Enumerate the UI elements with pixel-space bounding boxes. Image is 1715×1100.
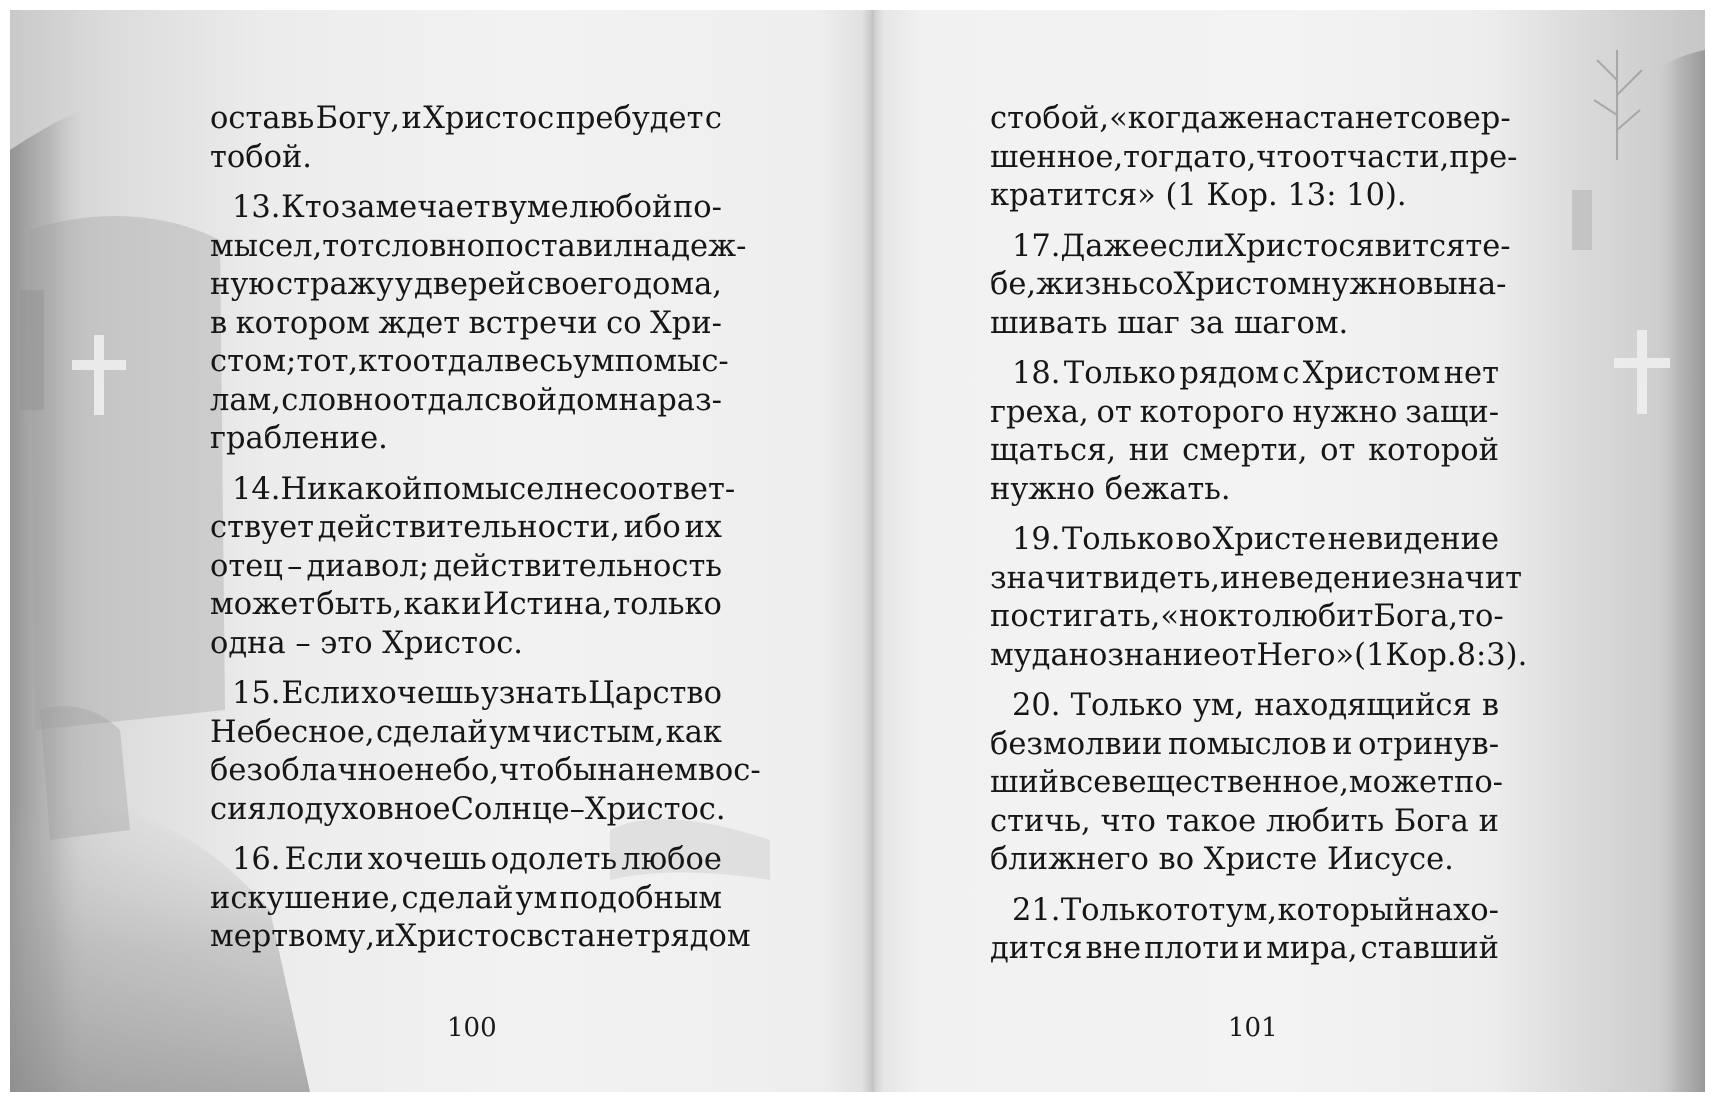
text-line: нужно бежать. [990, 471, 1231, 507]
paragraph-gap [990, 675, 1499, 687]
text-line: ближнего во Христе Иисусе. [990, 842, 1454, 877]
text-line: ную стражу у дверей своего дома, [210, 267, 722, 302]
text-line: 19. Только во Христе невидение [1012, 522, 1499, 557]
text-line: грабление. [210, 421, 388, 456]
page-number-left: 100 [447, 1013, 497, 1043]
text-line: безмолвии помыслов и отринув- [990, 726, 1499, 762]
paragraph-gap [210, 177, 722, 189]
paragraph-gap [990, 509, 1499, 521]
text-line: щаться, ни смерти, от которой [990, 433, 1499, 468]
right-page [872, 10, 1705, 1092]
left-page [10, 10, 872, 1092]
text-line: оставь Богу, и Христос пребудет с [210, 101, 722, 136]
book-gutter [862, 10, 884, 1092]
text-line: му дано знание от Него» (1 Кор. 8: 3). [990, 637, 1528, 673]
right-page-text [990, 100, 1528, 969]
text-line: мысел, тот словно поставил надеж- [210, 228, 747, 264]
text-line: 18. Только рядом с Христом нет [1012, 356, 1499, 391]
text-line: дится вне плоти и мира, ставший [990, 931, 1499, 966]
text-line: в котором ждет встречи со Хри- [210, 305, 722, 341]
text-line: 16. Если хочешь одолеть любое [232, 842, 722, 877]
text-line: стом; тот, кто отдал весь ум помыс- [210, 344, 729, 379]
text-line: мертвому, и Христос встанет рядом [210, 919, 751, 954]
paragraph-gap [990, 216, 1499, 228]
text-line: с тобой, «когда же настанет совер- [990, 101, 1511, 136]
paragraph-gap [210, 829, 722, 841]
text-line: шенное, тогда то, что отчасти, пре- [990, 139, 1518, 175]
book-spread [10, 10, 1705, 1092]
text-line: постигать, «но кто любит Бога, то- [990, 599, 1504, 634]
text-line: сияло духовное Солнце – Христос. [210, 791, 726, 827]
text-line: одна – это Христос. [210, 625, 523, 661]
paragraph-gap [990, 343, 1499, 355]
text-line: искушение, сделай ум подобным [210, 880, 722, 916]
text-line: 13. Кто замечает в уме любой по- [232, 190, 722, 225]
text-line: 15. Если хочешь узнать Царство [232, 676, 722, 711]
paragraph-gap [990, 880, 1499, 892]
text-line: тобой. [210, 139, 312, 175]
text-line: 20. Только ум, находящийся в [1012, 688, 1499, 723]
text-line: 21. Только тот ум, который нахо- [1012, 892, 1499, 928]
page-number-right: 101 [1228, 1013, 1278, 1043]
text-line: значит видеть, и неведение значит [990, 560, 1523, 596]
paragraph-gap [210, 459, 722, 471]
text-line: Небесное, сделай ум чистым, как [210, 714, 722, 750]
left-page-text [210, 100, 761, 957]
text-line: шивать шаг за шагом. [990, 305, 1349, 341]
text-line: кратится» (1 Кор. 13: 10). [990, 178, 1407, 213]
text-line: 17. Даже если Христос явится те- [1012, 228, 1511, 264]
text-line: ствует действительности, ибо их [210, 510, 722, 545]
text-line: ший все вещественное, может по- [990, 765, 1503, 800]
text-line: лам, словно отдал свой дом на раз- [210, 382, 722, 418]
text-line: отец – диавол; действительность [210, 548, 722, 584]
text-line: стичь, что такое любить Бога и [990, 803, 1499, 839]
text-line: бе, жизнь со Христом нужно вына- [990, 267, 1507, 302]
text-line: 14. Никакой помысел не соответ- [232, 471, 736, 507]
text-line: безоблачное небо, чтобы на нем вос- [210, 753, 761, 788]
text-line: греха, от которого нужно защи- [990, 394, 1499, 430]
text-line: может быть, как и Истина, только [210, 587, 722, 622]
paragraph-gap [210, 663, 722, 675]
